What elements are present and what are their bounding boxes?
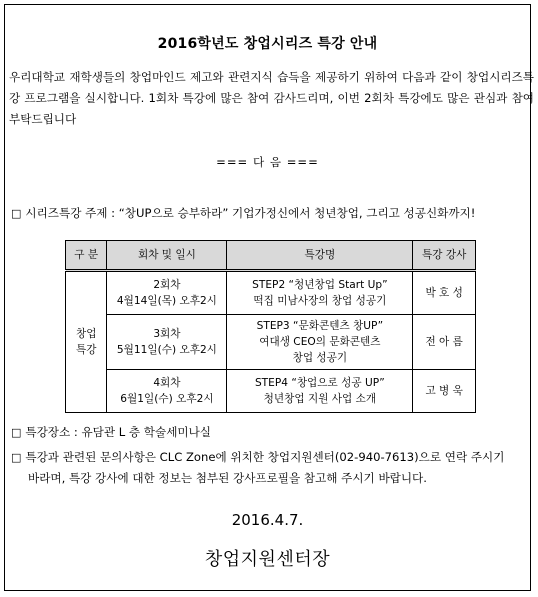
header-category: 구 분 xyxy=(66,241,107,271)
checkbox-square-icon: □ xyxy=(11,451,22,464)
session-cell xyxy=(107,370,227,413)
topic-cell xyxy=(227,370,413,413)
session-number: 4회차 xyxy=(153,377,181,389)
topic-line: STEP2 “청년창업 Start Up” xyxy=(252,279,388,291)
lecturer-cell: 박 호 성 xyxy=(413,271,476,315)
venue-line xyxy=(11,424,531,440)
checkbox-square-icon: □ xyxy=(11,426,22,439)
inquiry-line: 바라며, 특강 강사에 대한 정보는 첨부된 강사프로필을 참고해 주시기 바랍니다. xyxy=(28,471,427,485)
session-datetime: 5월11일(수) 오후2시 xyxy=(116,344,217,356)
topic-line: STEP4 “창업으로 성공 UP” xyxy=(254,377,385,389)
category-cell xyxy=(66,271,107,413)
lecturer-cell: 전 아 름 xyxy=(413,315,476,370)
session-number: 2회차 xyxy=(153,279,181,291)
session-number: 3회차 xyxy=(153,328,181,340)
checkbox-square-icon: □ xyxy=(11,207,22,220)
table-row xyxy=(66,370,476,413)
header-session: 회차 및 일시 xyxy=(107,241,227,271)
notice-page xyxy=(4,4,534,591)
lecturer-cell: 고 병 욱 xyxy=(413,370,476,413)
category-line: 창업 xyxy=(75,328,97,340)
inquiry-paragraph xyxy=(11,447,533,488)
lecture-schedule-table xyxy=(65,240,476,413)
notice-heading: === 다 음 === xyxy=(216,155,319,169)
table-row xyxy=(66,315,476,370)
series-theme-text: 시리즈특강 주제 : “창UP으로 승부하라” 기업가정신에서 청년창업, 그리고 성공신화까지! xyxy=(25,206,476,220)
topic-line: 여대생 CEO의 문화콘텐츠 xyxy=(259,336,381,348)
inquiry-line xyxy=(11,447,533,468)
topic-cell xyxy=(227,315,413,370)
document-date: 2016.4.7. xyxy=(231,511,304,529)
document-title: 2016학년도 창업시리즈 특강 안내 xyxy=(157,36,378,52)
session-datetime: 6월1일(수) 오후2시 xyxy=(120,393,214,405)
session-cell xyxy=(107,271,227,315)
header-topic: 특강명 xyxy=(227,241,413,271)
signature: 창업지원센터장 xyxy=(204,549,331,570)
header-lecturer: 특강 강사 xyxy=(413,241,476,271)
series-theme xyxy=(11,205,531,221)
topic-line: 청년창업 지원 사업 소개 xyxy=(263,393,377,405)
venue-text: 특강장소 : 유담관 L 층 학술세미나실 xyxy=(25,425,211,439)
inquiry-text: 특강과 관련된 문의사항은 CLC Zone에 위치한 창업지원센터(02-940-7613)으로 연락 주시기 xyxy=(25,450,505,464)
intro-paragraph: 우리대학교 재학생들의 창업마인드 제고와 관련지식 습득을 제공하기 위하여 다음과 같이 창업시리즈특강 프로그램을 실시합니다. 1회차 특강에 많은 참여 감사드리며, 이번 2회차 특강에도 많은 관심과 참여 부탁드립니다 xyxy=(9,70,534,126)
table-header-row xyxy=(66,241,476,271)
session-datetime: 4월14일(목) 오후2시 xyxy=(116,295,217,307)
topic-line: 떡집 미남사장의 창업 성공기 xyxy=(253,295,387,307)
topic-cell xyxy=(227,271,413,315)
category-line: 특강 xyxy=(75,344,97,356)
table-row xyxy=(66,271,476,315)
topic-line: 창업 성공기 xyxy=(292,352,348,364)
session-cell xyxy=(107,315,227,370)
topic-line: STEP3 “문화콘텐츠 창UP” xyxy=(256,320,384,332)
